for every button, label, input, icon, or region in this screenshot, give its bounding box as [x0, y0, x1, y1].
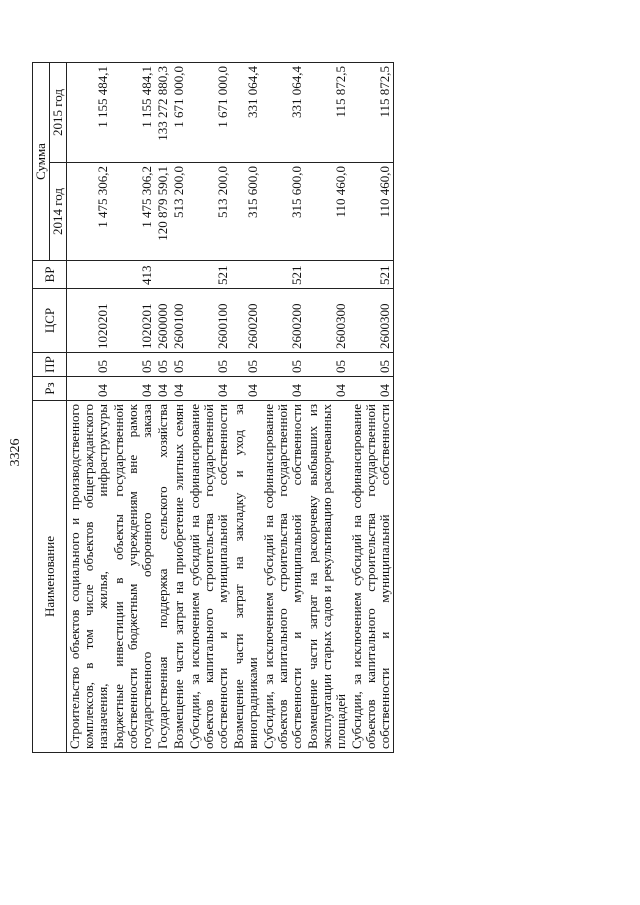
row-vr [67, 261, 112, 289]
row-rz: 04 [155, 377, 171, 401]
row-vr: 521 [261, 261, 305, 289]
row-csr: 1020201 [111, 289, 155, 353]
row-csr: 2600100 [187, 289, 231, 353]
row-sum-2014: 1 475 306,2 [111, 163, 155, 261]
row-sum-2014: 1 475 306,2 [67, 163, 112, 261]
table-row [231, 63, 261, 753]
row-csr: 2600200 [231, 289, 261, 353]
row-rz: 04 [305, 377, 349, 401]
row-rz: 04 [171, 377, 187, 401]
table-row [111, 63, 155, 753]
header-pr: ПР [33, 353, 67, 377]
header-2015: 2015 год [50, 63, 67, 163]
table-row [67, 63, 112, 753]
row-name: Возмещение части затрат на закладку и уход за виноградниками [231, 401, 261, 753]
table-header [33, 63, 67, 753]
row-pr: 05 [171, 353, 187, 377]
row-name: Субсидии, за исключением субсидий на софинансирование объектов капитального строительства государственной собственности и муниципальной собственности [261, 401, 305, 753]
row-vr [171, 261, 187, 289]
budget-table [32, 62, 394, 753]
row-rz: 04 [261, 377, 305, 401]
row-pr: 05 [261, 353, 305, 377]
row-sum-2015: 1 155 484,1 [111, 63, 155, 163]
table-body [67, 63, 394, 753]
row-sum-2015: 1 671 000,0 [171, 63, 187, 163]
row-sum-2014: 513 200,0 [171, 163, 187, 261]
row-rz: 04 [349, 377, 394, 401]
row-sum-2015: 133 272 880,3 [155, 63, 171, 163]
row-csr: 2600200 [261, 289, 305, 353]
row-sum-2015: 115 872,5 [305, 63, 349, 163]
row-rz: 04 [187, 377, 231, 401]
row-csr: 2600100 [171, 289, 187, 353]
row-pr: 05 [349, 353, 394, 377]
table-row [187, 63, 231, 753]
row-sum-2015: 1 155 484,1 [67, 63, 112, 163]
row-sum-2015: 1 671 000,0 [187, 63, 231, 163]
row-vr: 521 [349, 261, 394, 289]
row-sum-2015: 331 064,4 [231, 63, 261, 163]
row-sum-2015: 331 064,4 [261, 63, 305, 163]
row-vr: 521 [187, 261, 231, 289]
table-row [155, 63, 171, 753]
row-sum-2014: 120 879 590,1 [155, 163, 171, 261]
header-rz: Рз [33, 377, 67, 401]
table-row [305, 63, 349, 753]
row-sum-2014: 110 460,0 [349, 163, 394, 261]
row-vr [155, 261, 171, 289]
row-name: Возмещение части затрат на раскорчевку выбывших из эксплуатации старых садов и рекультивацию раскорчеванных площадей [305, 401, 349, 753]
row-vr: 413 [111, 261, 155, 289]
header-vr: ВР [33, 261, 67, 289]
row-name: Государственная поддержка сельского хозяйства [155, 401, 171, 753]
header-sum: Сумма [33, 63, 50, 261]
row-name: Субсидии, за исключением субсидий на софинансирование объектов капитального строительства государственной собственности и муниципальной собственности [349, 401, 394, 753]
table-row [171, 63, 187, 753]
row-name: Субсидии, за исключением субсидий на софинансирование объектов капитального строительства государственной собственности и муниципальной собственности [187, 401, 231, 753]
page-number: 3326 [8, 438, 23, 467]
row-csr: 1020201 [67, 289, 112, 353]
row-csr: 2600300 [349, 289, 394, 353]
table-row [261, 63, 305, 753]
table-row [349, 63, 394, 753]
row-pr: 05 [305, 353, 349, 377]
row-rz: 04 [231, 377, 261, 401]
row-csr: 2600000 [155, 289, 171, 353]
row-pr: 05 [231, 353, 261, 377]
row-sum-2014: 315 600,0 [231, 163, 261, 261]
header-name: Наименование [33, 401, 67, 753]
row-sum-2014: 110 460,0 [305, 163, 349, 261]
row-vr [305, 261, 349, 289]
row-csr: 2600300 [305, 289, 349, 353]
row-sum-2014: 315 600,0 [261, 163, 305, 261]
row-pr: 05 [187, 353, 231, 377]
header-csr: ЦСР [33, 289, 67, 353]
row-name: Бюджетные инвестиции в объекты государственной собственности бюджетным учреждениям вне рамок государственного оборонного заказа [111, 401, 155, 753]
row-name: Строительство объектов социального и производственного комплексов, в том числе объектов общегражданского назначения, жилья, инфраструктуры [67, 401, 112, 753]
row-pr: 05 [67, 353, 112, 377]
row-pr: 05 [111, 353, 155, 377]
row-sum-2014: 513 200,0 [187, 163, 231, 261]
row-vr [231, 261, 261, 289]
row-name: Возмещение части затрат на приобретение элитных семян [171, 401, 187, 753]
row-rz: 04 [111, 377, 155, 401]
row-rz: 04 [67, 377, 112, 401]
row-sum-2015: 115 872,5 [349, 63, 394, 163]
header-2014: 2014 год [50, 163, 67, 261]
row-pr: 05 [155, 353, 171, 377]
